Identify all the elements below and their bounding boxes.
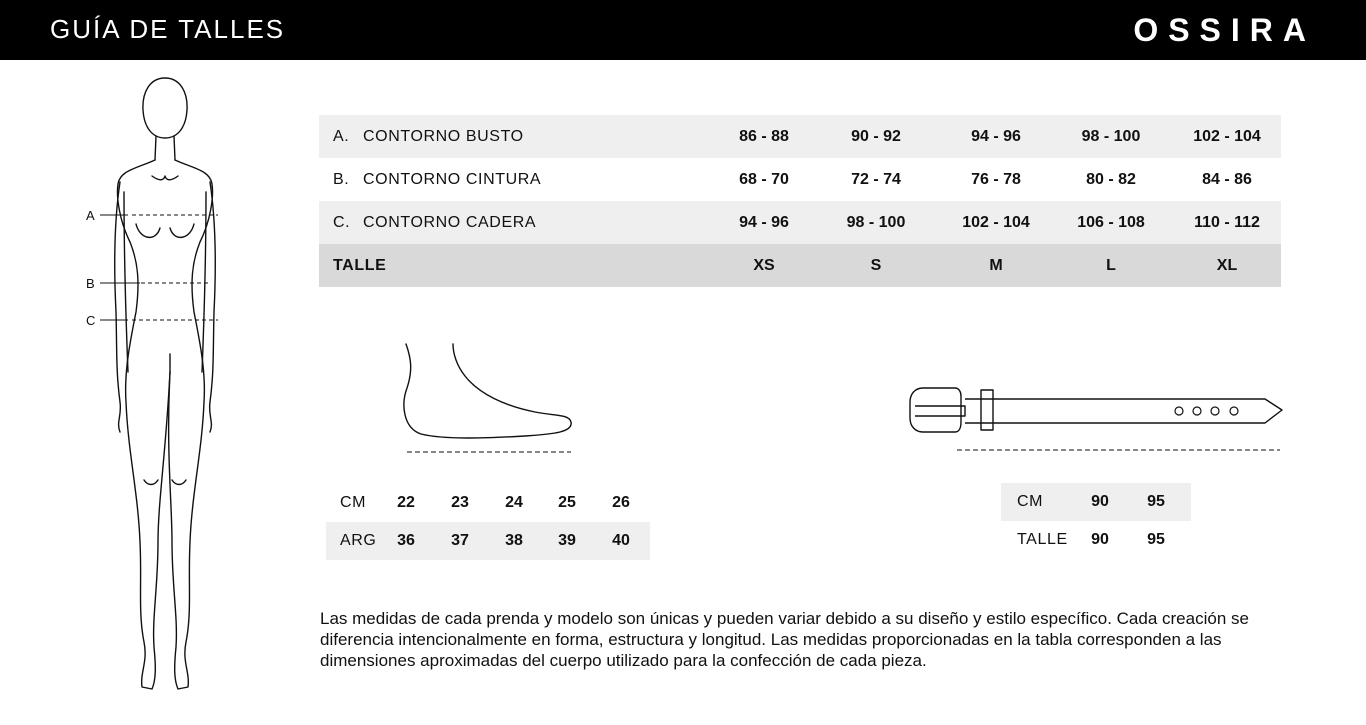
size-cell: XS bbox=[753, 256, 775, 274]
table-cell: 26 bbox=[612, 494, 630, 511]
disclaimer-text: Las medidas de cada prenda y modelo son únicas y pueden variar debido a su diseño y estilo específico. Cada creación se diferencia intencionalmente en forma, estructura y longitud. Las medidas proporcionadas en la tabla corresponden a las dimensiones aproximadas del cuerpo utilizado para la confección de cada pieza. bbox=[320, 609, 1249, 670]
table-cell: 106 - 108 bbox=[1077, 213, 1145, 231]
size-cell: S bbox=[870, 256, 882, 274]
table-cell: 24 bbox=[505, 494, 523, 511]
table-row-waist bbox=[319, 158, 1281, 201]
table-cell: 25 bbox=[558, 494, 576, 511]
foot-illustration bbox=[395, 340, 575, 460]
row-label: C. CONTORNO CADERA bbox=[333, 213, 537, 231]
table-cell: 90 - 92 bbox=[851, 127, 901, 145]
row-label: A. CONTORNO BUSTO bbox=[333, 127, 524, 145]
table-row-size bbox=[319, 244, 1281, 287]
row-label: ARG bbox=[340, 532, 377, 549]
row-label: TALLE bbox=[1017, 531, 1068, 548]
page-title: GUÍA DE TALLES bbox=[50, 14, 286, 44]
row-label: CM bbox=[1017, 493, 1044, 510]
table-cell: 84 - 86 bbox=[1202, 170, 1252, 188]
shoe-row-cm bbox=[326, 484, 650, 522]
table-cell: 23 bbox=[451, 494, 469, 511]
table-cell: 38 bbox=[505, 532, 523, 549]
table-cell: 80 - 82 bbox=[1086, 170, 1136, 188]
table-cell: 36 bbox=[397, 532, 415, 549]
size-cell: M bbox=[989, 256, 1003, 274]
row-label: CM bbox=[340, 494, 367, 511]
body-figure-illustration bbox=[80, 72, 250, 702]
header-bar bbox=[0, 0, 1366, 60]
size-row-label: TALLE bbox=[333, 256, 387, 274]
belt-illustration bbox=[905, 382, 1285, 454]
table-cell: 102 - 104 bbox=[962, 213, 1030, 231]
table-cell: 95 bbox=[1147, 493, 1165, 510]
brand-logo: OSSIRA bbox=[1133, 12, 1316, 48]
belt-row-cm bbox=[1001, 483, 1191, 521]
shoe-row-arg bbox=[326, 522, 650, 560]
belt-row-talle bbox=[1001, 521, 1191, 559]
table-cell: 68 - 70 bbox=[739, 170, 789, 188]
table-cell: 98 - 100 bbox=[1081, 127, 1141, 145]
table-cell: 22 bbox=[397, 494, 415, 511]
table-cell: 94 - 96 bbox=[739, 213, 789, 231]
size-cell: XL bbox=[1216, 256, 1238, 274]
table-cell: 76 - 78 bbox=[971, 170, 1021, 188]
table-cell: 90 bbox=[1091, 493, 1109, 510]
table-row-hip bbox=[319, 201, 1281, 244]
row-label: B. CONTORNO CINTURA bbox=[333, 170, 542, 188]
table-cell: 102 - 104 bbox=[1193, 127, 1261, 145]
table-cell: 98 - 100 bbox=[846, 213, 906, 231]
table-cell: 95 bbox=[1147, 531, 1165, 548]
table-cell: 39 bbox=[558, 532, 576, 549]
marker-a: A bbox=[86, 208, 95, 223]
table-cell: 40 bbox=[612, 532, 630, 549]
table-cell: 86 - 88 bbox=[739, 127, 789, 145]
table-cell: 94 - 96 bbox=[971, 127, 1021, 145]
table-cell: 90 bbox=[1091, 531, 1109, 548]
belt-size-table bbox=[1001, 483, 1191, 559]
table-cell: 110 - 112 bbox=[1194, 213, 1260, 231]
table-cell: 37 bbox=[451, 532, 469, 549]
table-cell: 72 - 74 bbox=[851, 170, 901, 188]
marker-b: B bbox=[86, 276, 95, 291]
table-row-bust bbox=[319, 115, 1281, 158]
size-cell: L bbox=[1106, 256, 1116, 274]
measurement-table bbox=[319, 115, 1281, 287]
marker-c: C bbox=[86, 313, 96, 328]
shoe-size-table bbox=[326, 484, 650, 560]
